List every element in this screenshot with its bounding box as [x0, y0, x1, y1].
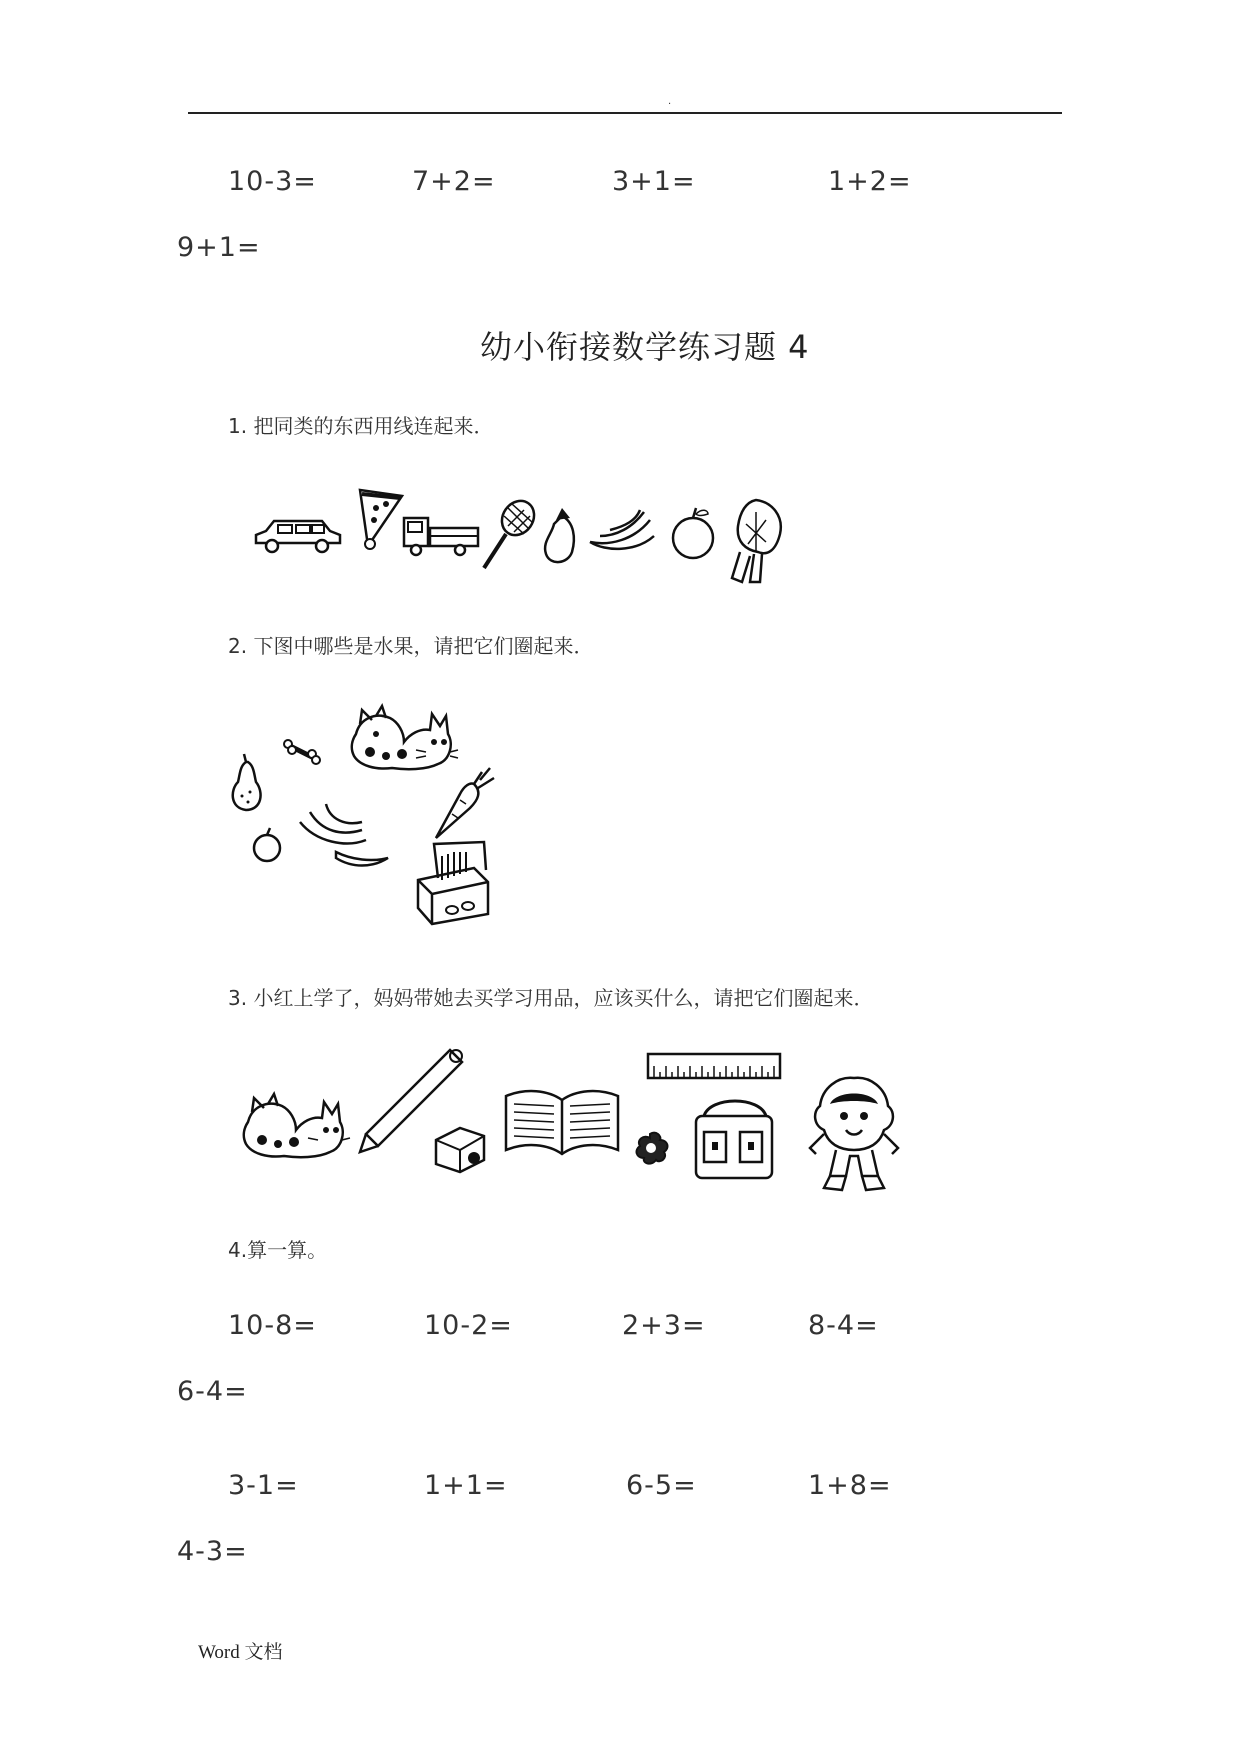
- header-rule: [188, 112, 1062, 114]
- question-3-text: 3. 小红上学了，妈妈带她去买学习用品，应该买什么，请把它们圈起来．: [228, 986, 874, 1010]
- question-1-text: 1. 把同类的东西用线连起来．: [228, 414, 494, 438]
- ruler-icon: [646, 1052, 782, 1080]
- equation: 10-8=: [228, 1310, 317, 1341]
- equation: 4-3=: [177, 1536, 248, 1567]
- cat-icon: [238, 1092, 350, 1168]
- truck-icon: [400, 510, 482, 558]
- apple-icon: [668, 506, 718, 560]
- pizza-slice-icon: [356, 486, 406, 552]
- cabbage-icon: [726, 492, 788, 584]
- equation: 6-4=: [177, 1376, 248, 1407]
- sharpener-icon: [430, 1120, 490, 1176]
- banana-icon: [296, 802, 392, 876]
- banana-icon: [586, 506, 658, 558]
- question-4-text: 4.算一算。: [228, 1238, 328, 1262]
- book-icon: [502, 1086, 622, 1158]
- crayon-box-icon: [414, 840, 492, 924]
- equation: 3+1=: [612, 166, 696, 197]
- eggplant-icon: [540, 504, 580, 568]
- question-2-text: 2. 下图中哪些是水果，请把它们圈起来．: [228, 634, 594, 658]
- carrot-icon: [430, 764, 498, 840]
- equation: 6-5=: [626, 1470, 697, 1501]
- doll-icon: [806, 1074, 902, 1194]
- bone-icon: [282, 738, 322, 766]
- schoolbag-icon: [690, 1092, 780, 1182]
- tennis-racket-icon: [478, 496, 538, 574]
- equation: 10-3=: [228, 166, 317, 197]
- equation: 1+8=: [808, 1470, 892, 1501]
- equation: 10-2=: [424, 1310, 513, 1341]
- apple-icon: [250, 826, 284, 864]
- pear-icon: [228, 752, 266, 812]
- equation: 3-1=: [228, 1470, 299, 1501]
- header-mark: .: [668, 96, 672, 107]
- equation: 9+1=: [177, 232, 261, 263]
- equation: 1+1=: [424, 1470, 508, 1501]
- car-icon: [252, 515, 344, 557]
- footer-label: Word 文档: [198, 1642, 283, 1663]
- flower-icon: [630, 1128, 672, 1168]
- page-title: 幼小衔接数学练习题 4: [480, 328, 810, 366]
- equation: 8-4=: [808, 1310, 879, 1341]
- equation: 7+2=: [412, 166, 496, 197]
- equation: 1+2=: [828, 166, 912, 197]
- equation: 2+3=: [622, 1310, 706, 1341]
